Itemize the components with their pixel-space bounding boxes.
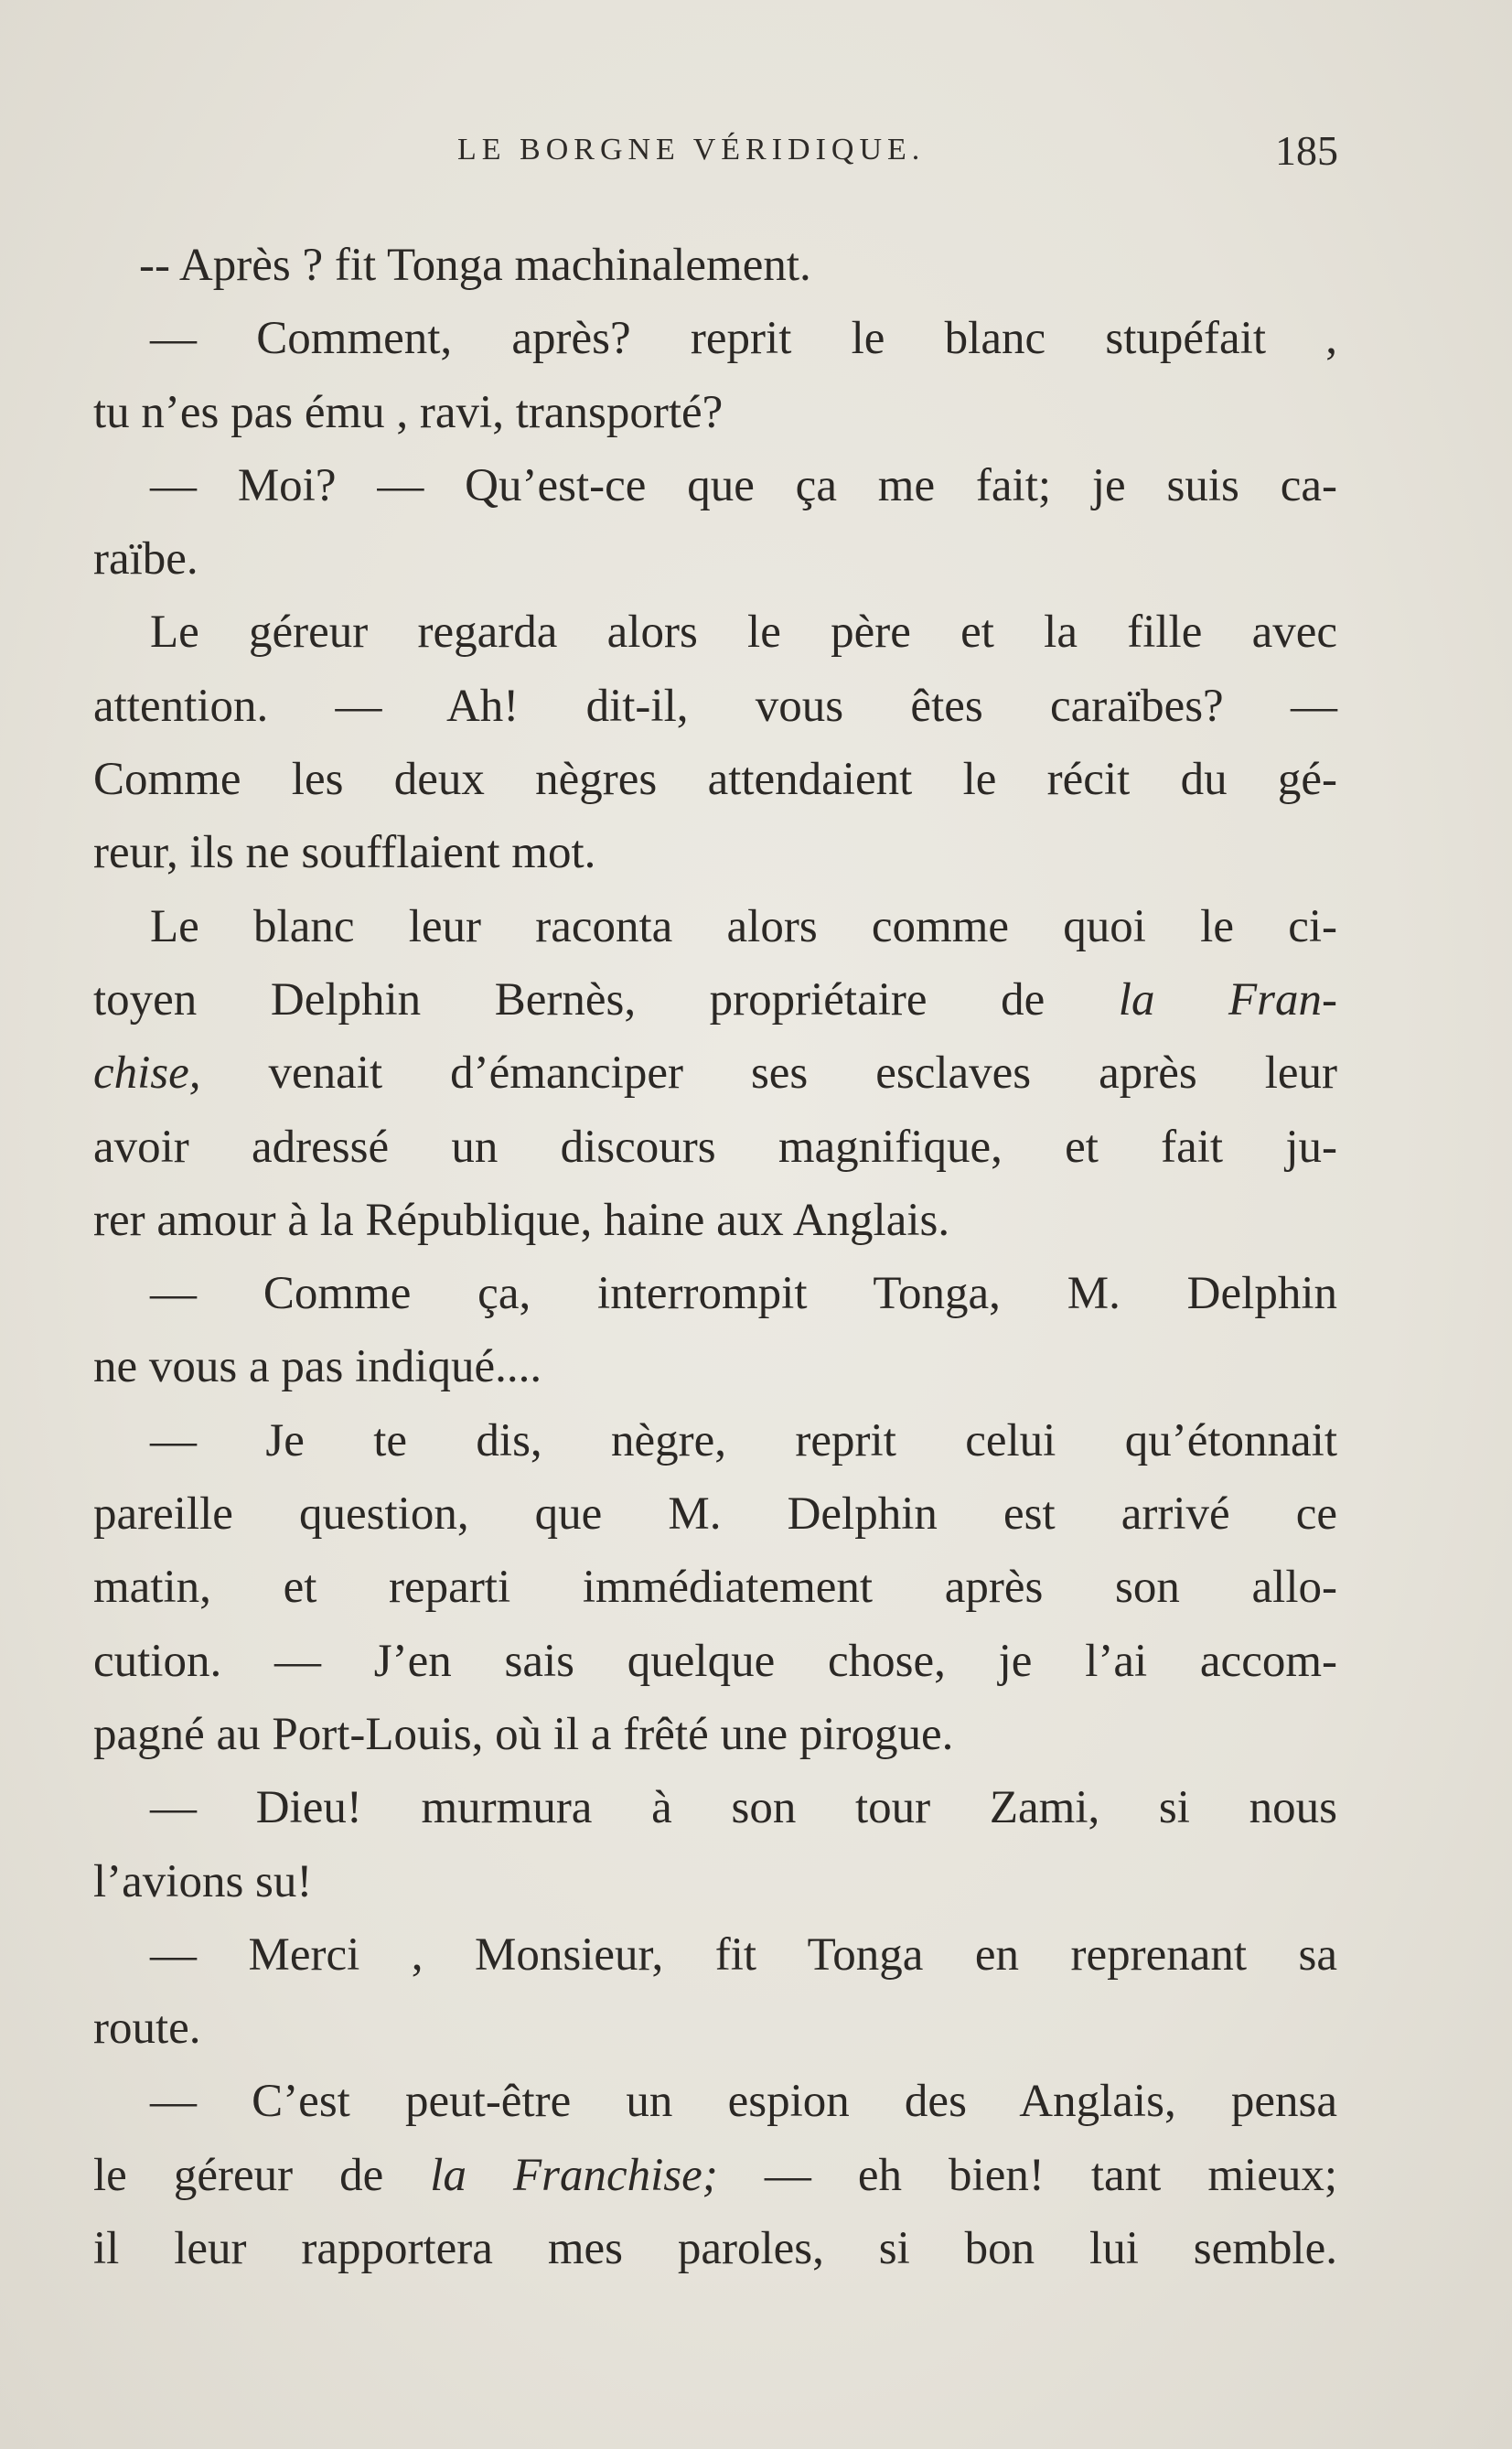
body-text (93, 229, 1337, 2285)
text-line: rer amour à la République, haine aux Anglais. (93, 1194, 950, 1246)
text-line: route. (93, 2003, 201, 2055)
italic-title: chise, (93, 1047, 201, 1100)
text-line: attention. — Ah! dit-il, vous êtes caraïbes? — (93, 680, 1337, 732)
running-title: LE BORGNE VÉRIDIQUE. (457, 133, 926, 166)
text-line: ne vous a pas indiqué.... (93, 1341, 542, 1393)
text-segment: toyen Delphin Bernès, propriétaire de (93, 973, 1119, 1026)
text-line: cution. — J’en sais quelque chose, je l’ai accom- (93, 1635, 1337, 1687)
text-line: Le géreur regarda alors le père et la fille avec (150, 607, 1337, 659)
text-line: pagné au Port-Louis, où il a frêté une pirogue. (93, 1708, 954, 1760)
text-line: — Merci , Monsieur, fit Tonga en reprenant sa (150, 1928, 1337, 1981)
text-line: avoir adressé un discours magnifique, et fait ju- (93, 1121, 1337, 1173)
text-line: -- Après ? fit Tonga machinalement. (139, 240, 811, 291)
text-line (93, 1037, 1337, 1110)
text-segment: le géreur de (93, 2149, 431, 2201)
text-line: — Moi? — Qu’est-ce que ça me fait; je suis ca- (150, 459, 1337, 511)
text-line: pareille question, que M. Delphin est arrivé ce (93, 1488, 1337, 1541)
text-line: l’avions su! (93, 1855, 313, 1907)
italic-title: la Franchise; (430, 2149, 718, 2201)
text-segment: venait d’émanciper ses esclaves après leur (200, 1047, 1337, 1100)
text-line: — C’est peut-être un espion des Anglais, pensa (150, 2076, 1337, 2128)
text-line (93, 963, 1337, 1037)
text-line: tu n’es pas ému , ravi, transporté? (93, 386, 724, 438)
text-line: — Je te dis, nègre, reprit celui qu’étonnait (150, 1414, 1337, 1466)
text-line (93, 2139, 1337, 2212)
text-line: matin, et reparti immédiatement après son allo- (93, 1562, 1337, 1614)
text-line: Le blanc leur raconta alors comme quoi le ci- (150, 900, 1337, 952)
text-line: reur, ils ne soufflaient mot. (93, 827, 596, 879)
page-number: 185 (1275, 127, 1338, 174)
text-line: Comme les deux nègres attendaient le récit du gé- (93, 754, 1337, 806)
text-segment: — eh bien! tant mieux; (717, 2149, 1337, 2201)
italic-title: la Fran- (1118, 973, 1338, 1026)
text-line: — Comment, après? reprit le blanc stupéfait , (150, 313, 1337, 365)
text-line: — Comme ça, interrompit Tonga, M. Delphin (150, 1268, 1337, 1320)
text-line: il leur rapportera mes paroles, si bon lui semble. (93, 2223, 1337, 2275)
text-line: — Dieu! murmura à son tour Zami, si nous (150, 1782, 1337, 1834)
text-line: raïbe. (93, 533, 198, 585)
